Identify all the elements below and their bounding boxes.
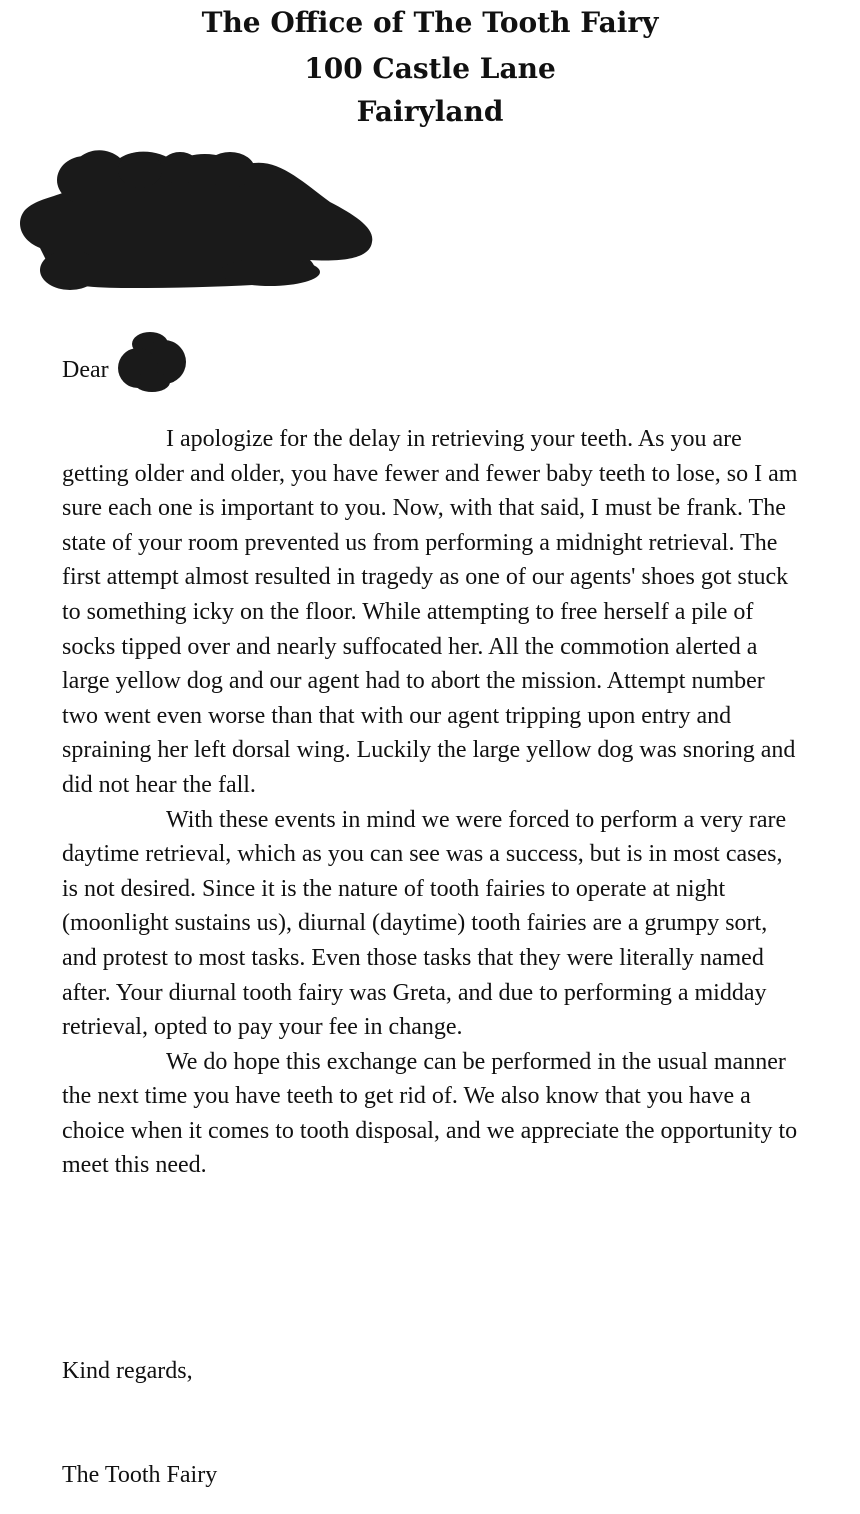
signature: The Tooth Fairy <box>62 1462 218 1488</box>
letterhead-office-name: The Office of The Tooth Fairy <box>201 6 659 39</box>
redacted-address-scribble <box>10 140 390 300</box>
body-paragraph-1: I apologize for the delay in retrieving your teeth. As you are getting older and older, you have fewer and fewer baby teeth to lose, so I am sure each one is important to you. Now, with that said, I must be frank. The state of your room prevented us from performing a midnight retrieval. The first attempt almost resulted in tragedy as one of our agents' shoes got stuck to something icky on the floor. While attempting to free herself a pile of socks tipped over and nearly suffocated her. All the commotion alerted a large yellow dog and our agent had to abort the mission. Attempt number two went even worse than that with our agent tripping upon entry and spraining her left dorsal wing. Luckily the large yellow dog was snoring and did not hear the fall. <box>62 426 798 798</box>
salutation: Dear <box>62 357 109 383</box>
body-paragraph-3: We do hope this exchange can be performed in the usual manner the next time you have teeth to get rid of. We also know that you have a choice when it comes to tooth disposal, and we appreciate the opportunity to meet this need. <box>62 1048 798 1179</box>
letterhead-city: Fairyland <box>356 95 504 128</box>
closing: Kind regards, <box>62 1358 193 1384</box>
letterhead-street-address: 100 Castle Lane <box>304 52 556 85</box>
redacted-name-scribble <box>112 328 192 394</box>
letter-body <box>62 422 802 1183</box>
body-paragraph-2: With these events in mind we were forced to perform a very rare daytime retrieval, which as you can see was a success, but is in most cases, is not desired. Since it is the nature of tooth fairies to operate at night (moonlight sustains us), diurnal (daytime) tooth fairies are a grumpy sort, and protest to most tasks. Even those tasks that they were literally named after. Your diurnal tooth fairy was Greta, and due to performing a midday retrieval, opted to pay your fee in change. <box>62 806 787 1041</box>
